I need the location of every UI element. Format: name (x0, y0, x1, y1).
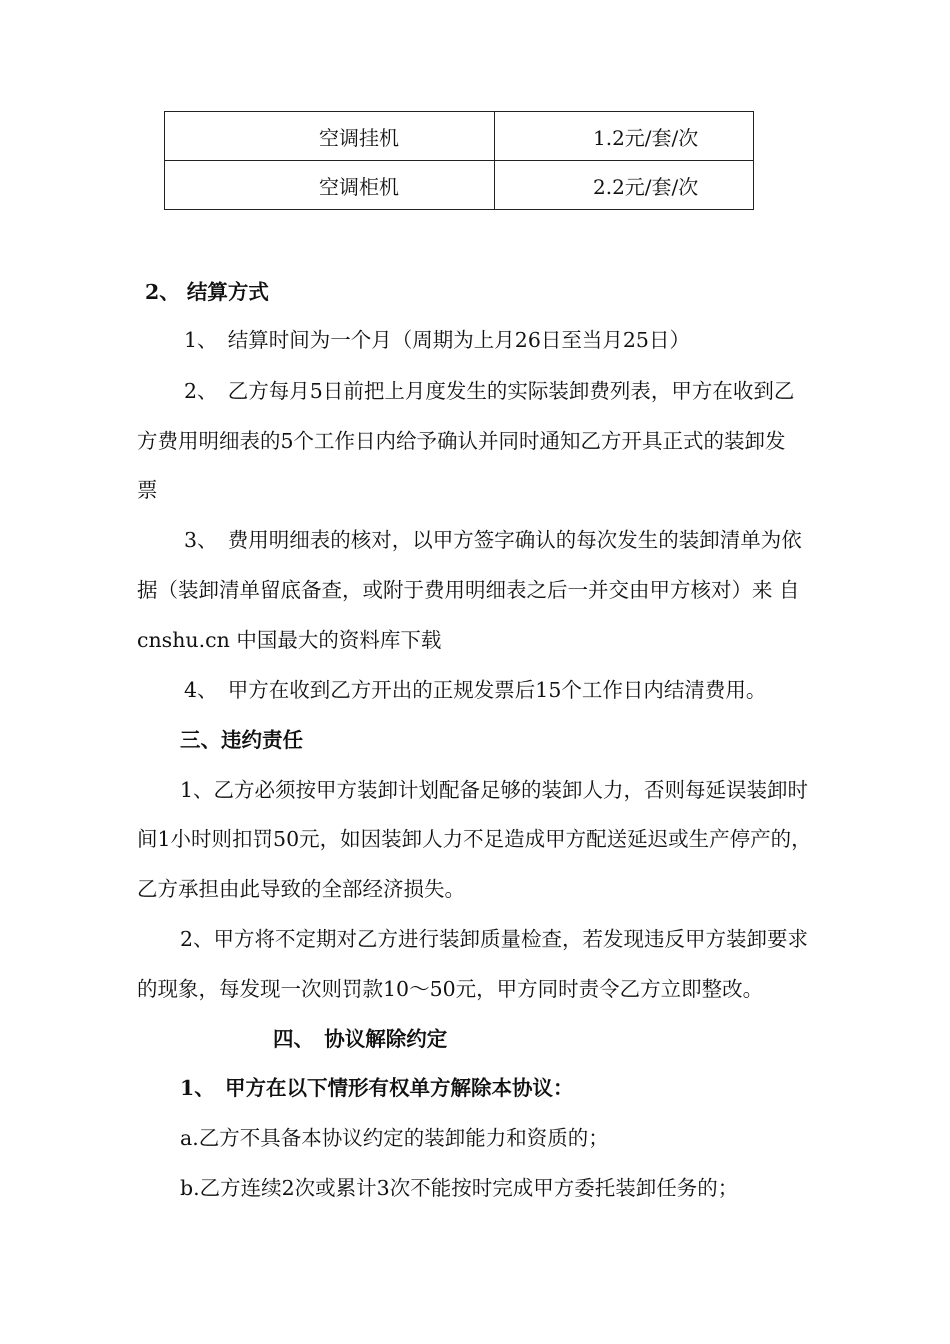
settlement-item-1-line-1: 1、 结算时间为一个月（周期为上月26日至当月25日） (184, 328, 690, 352)
termination-heading: 四、 协议解除约定 (273, 1027, 448, 1051)
table-cell-item: 空调挂机 (165, 112, 495, 161)
liability-item-1-line-1: 1、乙方必须按甲方装卸计划配备足够的装卸人力，否则每延误装卸时 (180, 778, 809, 802)
table-row (165, 112, 754, 161)
liability-heading: 三、违约责任 (180, 728, 303, 752)
settlement-item-3-line-2: 据（装卸清单留底备查，或附于费用明细表之后一并交由甲方核对）来 自 (137, 578, 800, 602)
liability-item-2-line-2: 的现象，每发现一次则罚款10～50元，甲方同时责令乙方立即整改。 (137, 977, 764, 1001)
settlement-item-2-line-2: 方费用明细表的5个工作日内给予确认并同时通知乙方开具正式的装卸发 (137, 429, 786, 453)
table-row (165, 161, 754, 210)
settlement-item-4-line-1: 4、 甲方在收到乙方开出的正规发票后15个工作日内结清费用。 (184, 678, 767, 702)
liability-item-1-line-2: 间1小时则扣罚50元，如因装卸人力不足造成甲方配送延迟或生产停产的， (137, 827, 812, 851)
termination-item-b: b.乙方连续2次或累计3次不能按时完成甲方委托装卸任务的； (180, 1176, 739, 1200)
settlement-item-3-line-1: 3、 费用明细表的核对，以甲方签字确认的每次发生的装卸清单为依 (184, 528, 802, 552)
settlement-item-2-line-3: 票 (137, 478, 158, 502)
settlement-heading: 2、 结算方式 (145, 280, 269, 304)
table-cell-price: 2.2元/套/次 (495, 161, 754, 210)
settlement-item-2-line-1: 2、 乙方每月5日前把上月度发生的实际装卸费列表，甲方在收到乙 (184, 379, 795, 403)
settlement-item-3-line-3: cnshu.cn 中国最大的资料库下载 (137, 628, 442, 652)
rate-table (164, 111, 754, 210)
liability-item-1-line-3: 乙方承担由此导致的全部经济损失。 (137, 877, 465, 901)
table-cell-price: 1.2元/套/次 (495, 112, 754, 161)
liability-item-2-line-1: 2、甲方将不定期对乙方进行装卸质量检查，若发现违反甲方装卸要求 (180, 927, 809, 951)
table-cell-item: 空调柜机 (165, 161, 495, 210)
termination-subheading: 1、 甲方在以下情形有权单方解除本协议： (180, 1076, 574, 1100)
termination-item-a: a.乙方不具备本协议约定的装卸能力和资质的； (180, 1126, 609, 1150)
